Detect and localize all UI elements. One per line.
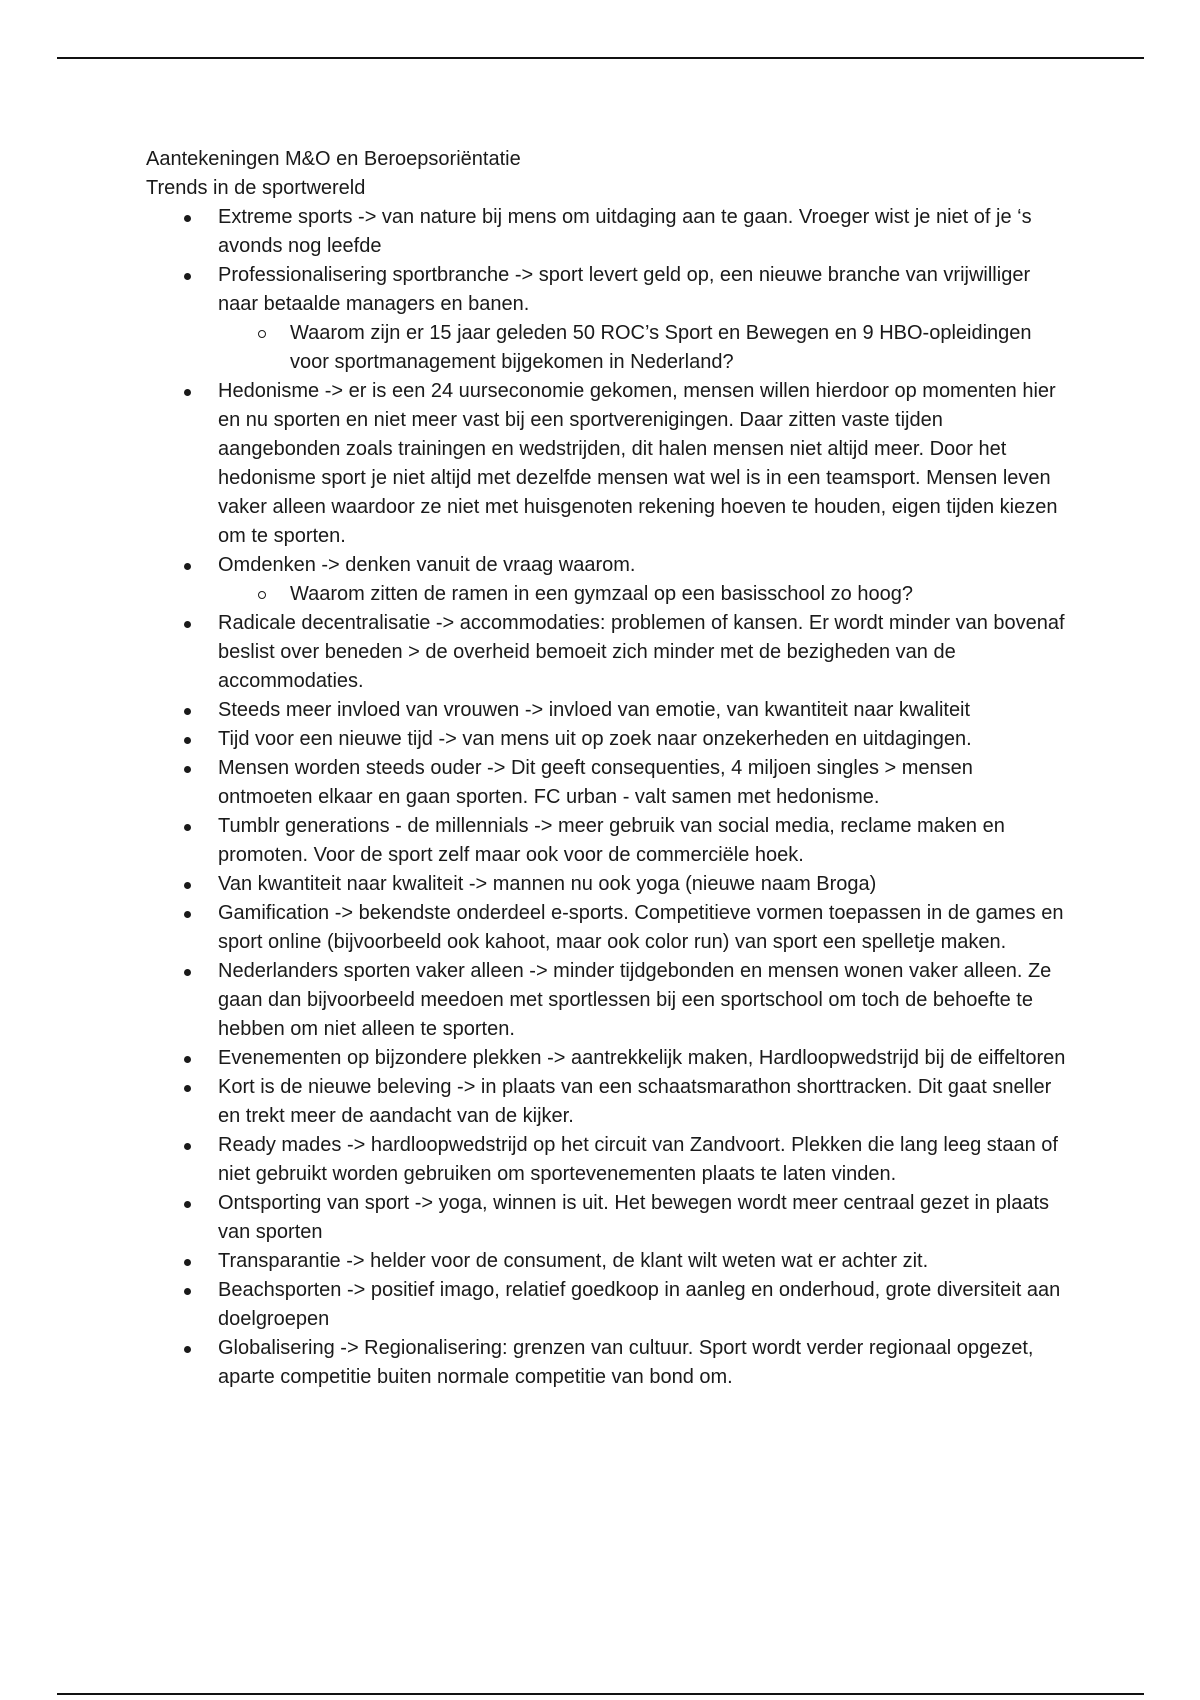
list-item xyxy=(218,899,1066,957)
list-item-text: Tijd voor een nieuwe tijd -> van mens uit op zoek naar onzekerheden en uitdagingen. xyxy=(218,728,972,750)
list-item-text: Transparantie -> helder voor de consument, de klant wilt weten wat er achter zit. xyxy=(218,1250,929,1272)
list-item-text: Kort is de nieuwe beleving -> in plaats van een schaatsmarathon shorttracken. Dit gaat sneller en trekt meer de aandacht van de kijker. xyxy=(218,1076,1052,1127)
list-item xyxy=(218,957,1066,1044)
sub-list-item: Waarom zijn er 15 jaar geleden 50 ROC’s Sport en Bewegen en 9 HBO-opleidingen voor sportmanagement bijgekomen in Nederland? xyxy=(290,319,1066,377)
list-item-text: Hedonisme -> er is een 24 uurseconomie gekomen, mensen willen hierdoor op momenten hier en nu sporten en niet meer vast bij een sportverenigingen. Daar zitten vaste tijden aangebonden zoals trainingen en wedstrijden, dit halen mensen niet altijd meer. Door het hedonisme sport je niet altijd met dezelfde mensen wat wel is in een teamsport. Mensen leven vaker alleen waardoor ze niet met huisgenoten rekening hoeven te houden, eigen tijden kiezen om te sporten. xyxy=(218,380,1058,547)
list-item-text: Steeds meer invloed van vrouwen -> invloed van emotie, van kwantiteit naar kwaliteit xyxy=(218,699,971,721)
list-item-text: Omdenken -> denken vanuit de vraag waarom. xyxy=(218,554,636,576)
list-item-text: Globalisering -> Regionalisering: grenzen van cultuur. Sport wordt verder regionaal opgezet, aparte competitie buiten normale competitie van bond om. xyxy=(218,1337,1034,1388)
document-body xyxy=(146,145,1066,1392)
document-subtitle: Trends in de sportwereld xyxy=(146,177,366,199)
list-item-text: Tumblr generations - de millennials -> meer gebruik van social media, reclame maken en promoten. Voor de sport zelf maar ook voor de commerciële hoek. xyxy=(218,815,1005,866)
list-item-text: Beachsporten -> positief imago, relatief goedkoop in aanleg en onderhoud, grote diversiteit aan doelgroepen xyxy=(218,1279,1061,1330)
list-item xyxy=(218,1131,1066,1189)
list-item-text: Gamification -> bekendste onderdeel e-sports. Competitieve vormen toepassen in de games en sport online (bijvoorbeeld ook kahoot, maar ook color run) van sport een spelletje maken. xyxy=(218,902,1064,953)
list-item xyxy=(218,1189,1066,1247)
list-item-text: Radicale decentralisatie -> accommodaties: problemen of kansen. Er wordt minder van bovenaf beslist over beneden > de overheid bemoeit zich minder met de bezigheden van de accommodaties. xyxy=(218,612,1065,692)
bottom-rule xyxy=(57,1693,1144,1695)
list-item xyxy=(218,1247,1066,1276)
sub-list xyxy=(218,319,1066,377)
list-item xyxy=(218,812,1066,870)
list-item xyxy=(218,1073,1066,1131)
list-item-text: Ready mades -> hardloopwedstrijd op het circuit van Zandvoort. Plekken die lang leeg staan of niet gebruikt worden gebruiken om sportevenementen plaats te laten vinden. xyxy=(218,1134,1058,1185)
document-title: Aantekeningen M&O en Beroepsoriëntatie xyxy=(146,148,521,170)
list-item-text: Mensen worden steeds ouder -> Dit geeft consequenties, 4 miljoen singles > mensen ontmoeten elkaar en gaan sporten. FC urban - valt samen met hedonisme. xyxy=(218,757,973,808)
list-item xyxy=(218,203,1066,261)
list-item xyxy=(218,1334,1066,1392)
trend-list xyxy=(146,203,1066,1392)
sub-list-item: Waarom zitten de ramen in een gymzaal op een basisschool zo hoog? xyxy=(290,580,1066,609)
list-item xyxy=(218,551,1066,609)
list-item-text: Extreme sports -> van nature bij mens om uitdaging aan te gaan. Vroeger wist je niet of je ‘s avonds nog leefde xyxy=(218,206,1032,257)
list-item-text: Evenementen op bijzondere plekken -> aantrekkelijk maken, Hardloopwedstrijd bij de eiffeltoren xyxy=(218,1047,1066,1069)
top-rule xyxy=(57,57,1144,59)
list-item xyxy=(218,261,1066,377)
list-item xyxy=(218,754,1066,812)
list-item xyxy=(218,870,1066,899)
list-item xyxy=(218,377,1066,551)
list-item xyxy=(218,725,1066,754)
list-item xyxy=(218,696,1066,725)
list-item-text: Nederlanders sporten vaker alleen -> minder tijdgebonden en mensen wonen vaker alleen. Ze gaan dan bijvoorbeeld meedoen met sportlessen bij een sportschool om toch de behoefte te hebben om niet alleen te sporten. xyxy=(218,960,1052,1040)
sub-list xyxy=(218,580,1066,609)
list-item-text: Ontsporting van sport -> yoga, winnen is uit. Het bewegen wordt meer centraal gezet in plaats van sporten xyxy=(218,1192,1050,1243)
list-item xyxy=(218,1276,1066,1334)
list-item-text: Van kwantiteit naar kwaliteit -> mannen nu ook yoga (nieuwe naam Broga) xyxy=(218,873,877,895)
list-item xyxy=(218,1044,1066,1073)
list-item-text: Professionalisering sportbranche -> sport levert geld op, een nieuwe branche van vrijwilliger naar betaalde managers en banen. xyxy=(218,264,1031,315)
list-item xyxy=(218,609,1066,696)
